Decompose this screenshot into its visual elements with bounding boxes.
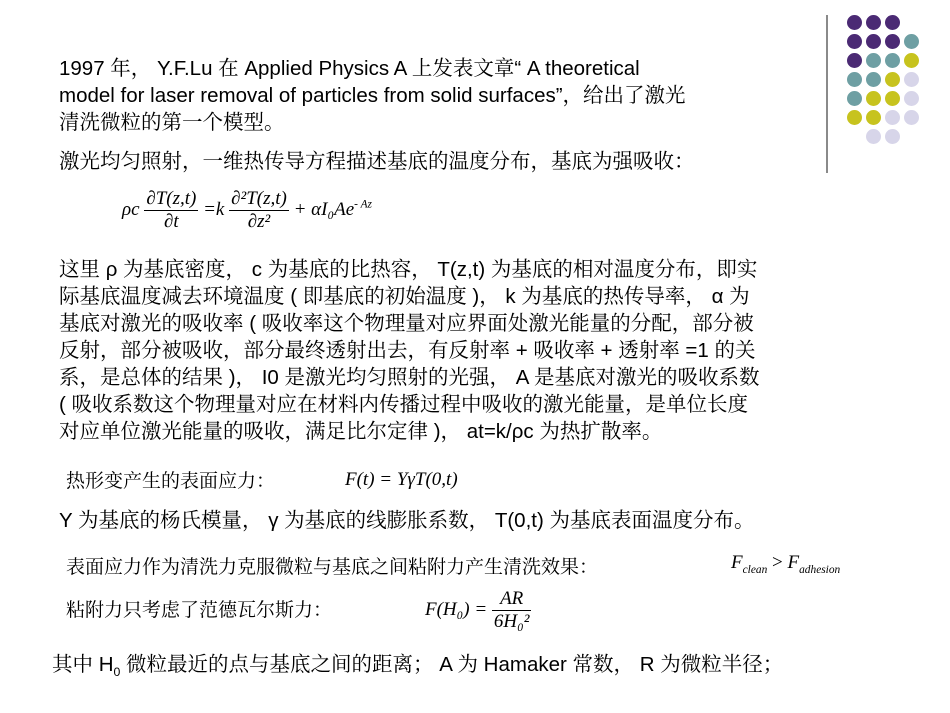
adhesion-eq-fraction [492, 588, 532, 633]
decorative-dot [885, 34, 900, 49]
decorative-dot [904, 53, 919, 68]
decorative-dot [866, 110, 881, 125]
heat-eq-lhs-prefix: ρc [122, 198, 140, 220]
explanation-line-6: ( 吸收系数这个物理量对应在材料内传播过程中吸收的激光能量，是单位长度 [59, 393, 749, 416]
clean-eq-gt: > [772, 552, 783, 573]
decorative-dot [866, 72, 881, 87]
explanation-line-2: 际基底温度减去环境温度 ( 即基底的初始温度 )， k 为基底的热传导率， α 为 [59, 285, 750, 308]
explanation-line-4: 反射，部分被吸收，部分最终透射出去，有反射率 + 吸收率 + 透射率 =1 的关 [59, 339, 756, 362]
adhesion-eq-lhs: F(H₀) = [425, 598, 488, 620]
heat-equation [122, 188, 372, 233]
stress-label: 热形变产生的表面应力： [66, 470, 276, 492]
decorative-divider-line [826, 15, 828, 173]
explanation-line-5: 系，是总体的结果 )， I0 是激光均匀照射的光强， A 是基底对激光的吸收系数 [59, 366, 760, 389]
decorative-dot [866, 91, 881, 106]
decorative-dot [847, 72, 862, 87]
final-line [52, 651, 783, 686]
adhesion-eq-den: 6H₀² [493, 611, 530, 632]
decorative-dot [885, 91, 900, 106]
decorative-dot [866, 15, 881, 30]
clean-eq-f: F [731, 552, 743, 573]
clean-equation [731, 552, 840, 576]
heat-eq-lhs-fraction [144, 188, 198, 233]
heat-eq-tail: + αI₀Ae [293, 198, 355, 220]
decorative-dot [885, 53, 900, 68]
decorative-dot [866, 53, 881, 68]
decorative-dot [904, 72, 919, 87]
heat-eq-rhs-num: ∂²T(z,t) [231, 188, 287, 209]
final-prefix: 其中 H [52, 653, 114, 676]
decorative-dot [885, 15, 900, 30]
decorative-dot [847, 110, 862, 125]
decorative-dot [885, 110, 900, 125]
heat-eq-rhs-fraction [229, 188, 289, 233]
final-rest: 微粒最近的点与基底之间的距离； A 为 Hamaker 常数， R 为微粒半径； [120, 653, 784, 676]
decorative-dot [847, 34, 862, 49]
intro-line-1: 1997 年， Y.F.Lu 在 Applied Physics A 上发表文章“ A theoretical [59, 57, 640, 80]
adhesion-label: 粘附力只考虑了范德瓦尔斯力： [66, 599, 333, 621]
heat-equation-intro: 激光均匀照射，一维热传导方程描述基底的温度分布，基底为强吸收： [59, 150, 695, 173]
heat-eq-exponent: - Az [354, 198, 372, 211]
decorative-dot [847, 53, 862, 68]
explanation-line-3: 基底对激光的吸收率 ( 吸收率这个物理量对应界面处激光能量的分配，部分被 [59, 312, 754, 335]
decorative-dot [866, 34, 881, 49]
adhesion-eq-num: AR [492, 588, 532, 611]
decorative-dot [904, 91, 919, 106]
intro-line-3: 清洗微粒的第一个模型。 [59, 111, 285, 134]
decorative-dot [866, 129, 881, 144]
clean-label: 表面应力作为清洗力克服微粒与基底之间粘附力产生清洗效果： [66, 556, 599, 578]
heat-eq-equals: =k [203, 198, 225, 220]
decorative-dot [904, 34, 919, 49]
decorative-dot [847, 91, 862, 106]
clean-eq-adh-sub: adhesion [799, 563, 841, 576]
intro-line-2: model for laser removal of particles from solid surfaces”，给出了激光 [59, 84, 686, 107]
explanation-line-7: 对应单位激光能量的吸收，满足比尔定律 )， at=k/ρc 为热扩散率。 [59, 420, 663, 443]
decorative-dot [847, 15, 862, 30]
adhesion-equation [425, 588, 531, 633]
decorative-dot [904, 110, 919, 125]
heat-eq-lhs-num: ∂T(z,t) [146, 188, 197, 209]
stress-explanation: Y 为基底的杨氏模量， γ 为基底的线膨胀系数， T(0,t) 为基底表面温度分布。 [59, 509, 755, 532]
decorative-dot [885, 129, 900, 144]
final-sub: 0 [113, 665, 121, 680]
heat-eq-rhs-den: ∂z² [247, 211, 271, 232]
clean-eq-sub: clean [742, 563, 768, 576]
decorative-dot [885, 72, 900, 87]
stress-equation: F(t) = YγT(0,t) [345, 469, 458, 490]
explanation-line-1: 这里 ρ 为基底密度， c 为基底的比热容， T(z,t) 为基底的相对温度分布，即实 [59, 258, 758, 281]
clean-eq-f-adh: F [787, 552, 800, 573]
heat-eq-lhs-den: ∂t [164, 211, 179, 232]
